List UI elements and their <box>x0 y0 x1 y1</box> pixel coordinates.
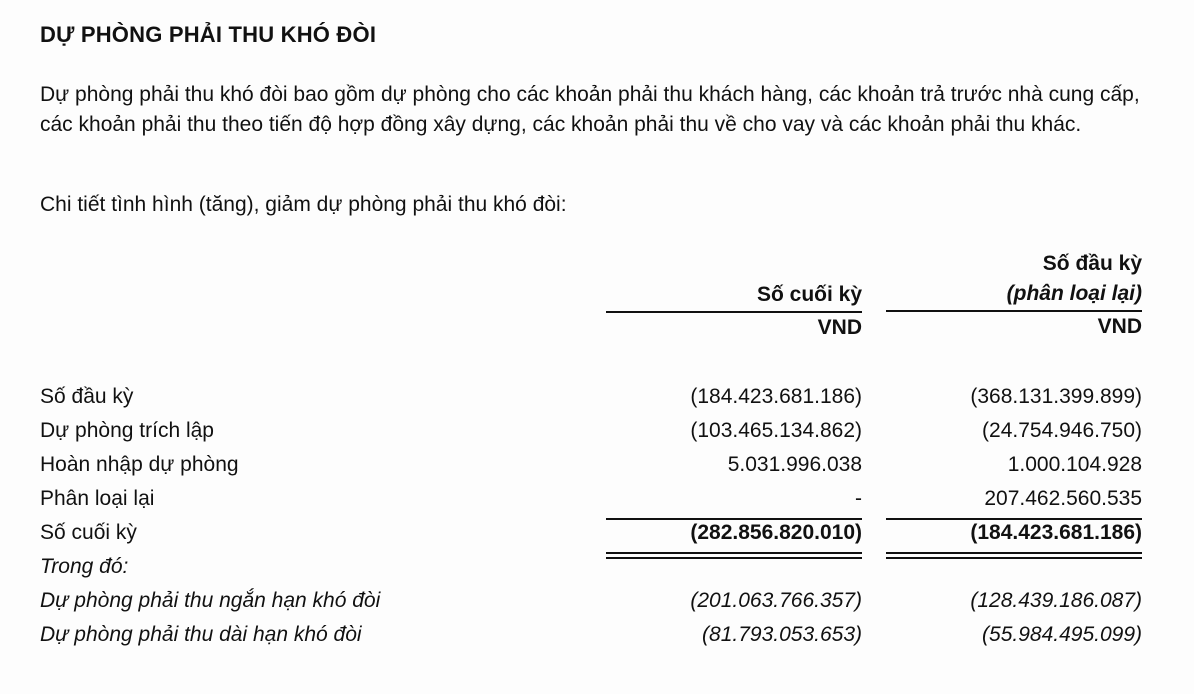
row-value-opening: 1.000.104.928 <box>1007 453 1142 476</box>
detail-intro: Chi tiết tình hình (tăng), giảm dự phòng phải thu khó đòi: <box>40 193 567 216</box>
table-row <box>0 414 1194 448</box>
table-row <box>0 618 1194 652</box>
row-value-closing: (184.423.681.186) <box>690 385 862 408</box>
row-value-opening: (24.754.946.750) <box>982 419 1142 442</box>
row-label: Dự phòng phải thu ngắn hạn khó đòi <box>40 589 381 612</box>
column-header-closing-unit: VND <box>817 316 862 339</box>
column-header-opening-title: Số đầu kỳ <box>1042 252 1142 275</box>
row-label: Số cuối kỳ <box>40 521 137 544</box>
row-label: Số đầu kỳ <box>40 385 134 408</box>
provision-table <box>0 380 1194 652</box>
row-value-closing: 5.031.996.038 <box>727 453 862 476</box>
total-double-rule-opening <box>886 552 1142 559</box>
row-label: Phân loại lại <box>40 487 155 510</box>
total-double-rule-closing <box>606 552 862 559</box>
column-header-closing-title: Số cuối kỳ <box>606 280 862 313</box>
row-value-opening: (128.439.186.087) <box>970 589 1142 612</box>
table-row <box>0 448 1194 482</box>
row-value-opening: (368.131.399.899) <box>970 385 1142 408</box>
table-row <box>0 482 1194 516</box>
table-row-total <box>0 516 1194 550</box>
row-value-closing: (282.856.820.010) <box>690 521 862 544</box>
subtotal-rule-opening <box>886 518 1142 520</box>
row-label: Dự phòng trích lập <box>40 419 214 442</box>
section-heading: DỰ PHÒNG PHẢI THU KHÓ ĐÒI <box>40 22 377 47</box>
row-value-opening: (55.984.495.099) <box>982 623 1142 646</box>
row-label: Hoàn nhập dự phòng <box>40 453 239 476</box>
subtotal-rule-closing <box>606 518 862 520</box>
column-header-opening-subtitle: (phân loại lại) <box>886 279 1142 312</box>
row-value-closing: (201.063.766.357) <box>690 589 862 612</box>
column-header-closing <box>606 280 862 343</box>
row-value-closing: (81.793.053.653) <box>702 623 862 646</box>
row-value-opening: 207.462.560.535 <box>984 487 1142 510</box>
column-header-opening <box>886 249 1142 342</box>
description-paragraph: Dự phòng phải thu khó đòi bao gồm dự phòng cho các khoản phải thu khách hàng, các khoản trả trước nhà cung cấp, các khoản phải thu theo tiến độ hợp đồng xây dựng, các khoản phải thu về cho vay và các khoản phải thu khác. <box>40 83 1140 136</box>
row-value-opening: (184.423.681.186) <box>970 521 1142 544</box>
column-header-opening-unit: VND <box>1097 315 1142 338</box>
row-label: Dự phòng phải thu dài hạn khó đòi <box>40 623 362 646</box>
table-row <box>0 584 1194 618</box>
row-value-closing: (103.465.134.862) <box>690 419 862 442</box>
row-value-closing: - <box>855 487 862 510</box>
row-label: Trong đó: <box>40 555 129 578</box>
table-row <box>0 380 1194 414</box>
